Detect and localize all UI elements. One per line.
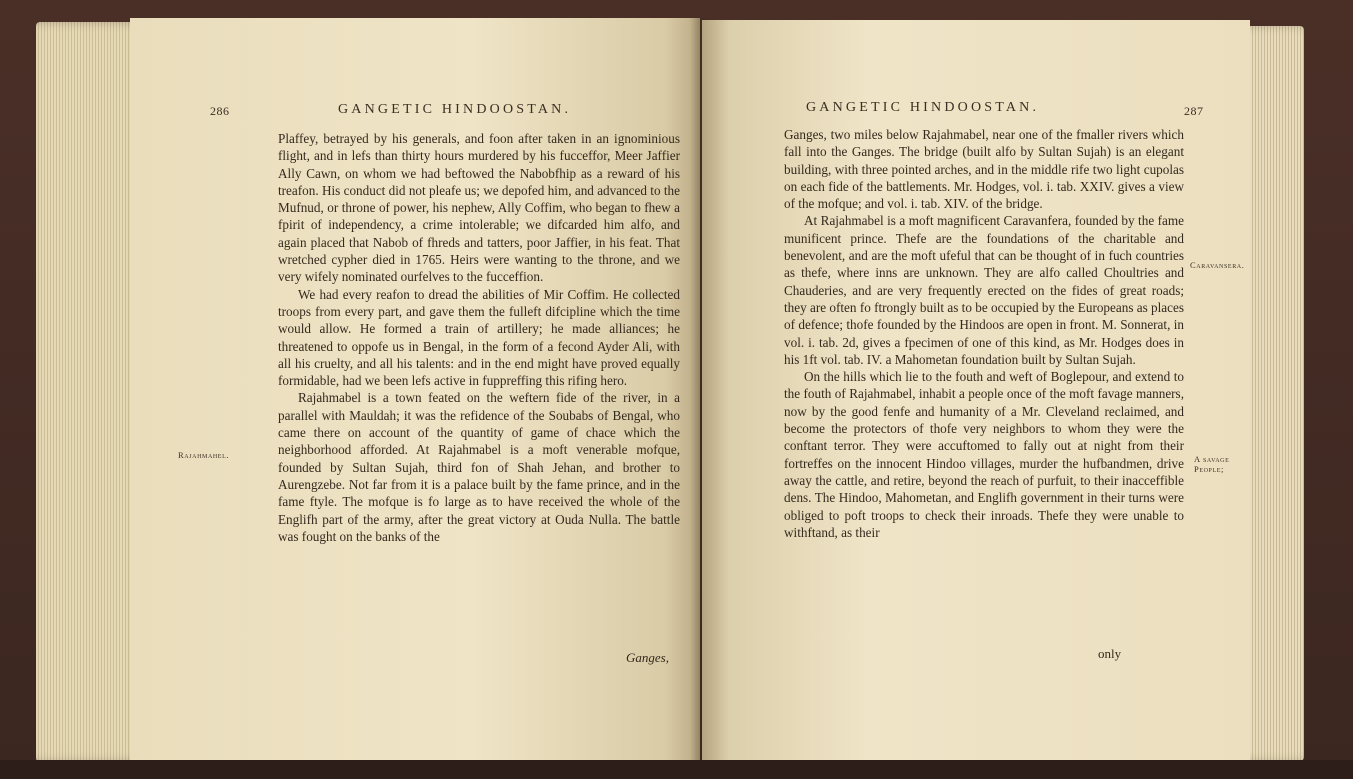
- catchword-right: only: [1098, 646, 1122, 661]
- page-number-left: 286: [210, 104, 230, 118]
- margin-note-caravansera: Caravansera.: [1190, 260, 1245, 270]
- margin-note-a-savage: A savage: [1194, 454, 1230, 464]
- left-text-block: [278, 130, 680, 545]
- left-page: [130, 18, 700, 762]
- page-number-right: 287: [1184, 104, 1204, 118]
- running-title-left: GANGETIC HINDOOSTAN.: [338, 102, 572, 117]
- left-page-edges: [36, 22, 142, 762]
- margin-note-rajahmahel: Rajahmahel.: [178, 450, 230, 460]
- left-paragraph-1: Plaffey, betrayed by his generals, and foon after taken in an ignominious flight, and in lefs than thirty hours murdered by his fucceffor, Meer Jaffier Ally Cawn, on whom we had beftowed the Nabobfhip as a reward of his treafon. His conduct did not pleafe us; we depofed him, and advanced to the Mufnud, or throne of power, his nephew, Ally Coffim, who began to fhew a fpirit of independency, a crime intolerable; we difcarded him alfo, and again placed that Nabob of fhreds and tatters, poor Jaffier, in his feat. That wretched cypher died in 1765. Heirs were wanting to the throne, and we very wifely nominated ourfelves to the fucceffion.: [278, 131, 680, 285]
- left-paragraph-2: We had every reafon to dread the abilities of Mir Coffim. He collected troops from every part, and gave them the fulleft difcipline which the time would allow. He formed a train of artillery; he made alliances; he threatened to oppofe us in Bengal, in the form of a fecond Ayder Ali, with all his cruelty, and all his talents: and in the end might have proved equally formidable, had we been lefs active in fuppreffing this rifing hero.: [278, 286, 680, 389]
- right-paragraph-2: At Rajahmabel is a moft magnificent Caravanfera, founded by the fame munificent prince. Thefe are the foundations of the charitable and benevolent, and are the moft ufeful that can be thought of in fuch countries as thefe, where inns are unknown. They are alfo called Choultries and Chauderies, and are very frequently erected on the fides of great roads; they are often fo ftrongly built as to be occupied by the Europeans as places of defence; thofe founded by the Hindoos are open in front. M. Sonnerat, in vol. i. tab. 2d, gives a fpecimen of one of this kind, as Mr. Hodges does in his 1ft vol. tab. IV. a Mahometan foundation built by Sultan Sujah.: [784, 213, 1184, 367]
- catchword-left: Ganges,: [626, 650, 669, 665]
- bottom-binding: [0, 760, 1353, 779]
- right-text-block: [784, 126, 1184, 541]
- margin-note-people: People;: [1194, 464, 1224, 474]
- right-paragraph-3: On the hills which lie to the fouth and weft of Boglepour, and extend to the fouth of Rajahmabel, inhabit a people once of the moft favage manners, now by the good fenfe and humanity of a Mr. Cleveland reclaimed, and become the protectors of thofe very neighbors to whom they were the conftant terror. They were accuftomed to fally out at night from their fortreffes on the innocent Hindoo villages, murder the hufbandmen, drive away the cattle, and retire, beyond the reach of purfuit, to their inacceffible dens. The Hindoo, Mahometan, and Englifh government in their turns were obliged to poft troops to check their inroads. Thefe they were unable to withftand, as their: [784, 369, 1184, 540]
- right-page: [702, 20, 1250, 762]
- right-paragraph-1: Ganges, two miles below Rajahmabel, near one of the fmaller rivers which fall into the Ganges. The bridge (built alfo by Sultan Sujah) is an elegant building, with three pointed arches, and in the middle rife two light cupolas on each fide of the battlements. Mr. Hodges, vol. i. tab. XXIV. gives a view of the mofque; and vol. i. tab. XIV. of the bridge.: [784, 127, 1184, 212]
- running-title-right: GANGETIC HINDOOSTAN.: [806, 100, 1040, 115]
- left-paragraph-3: Rajahmabel is a town feated on the weftern fide of the river, in a parallel with Mauldah; it was the refidence of the Soubabs of Bengal, who came there on account of the quantity of game of chace which the neighborhood afforded. At Rajahmabel is a moft venerable mofque, founded by Sultan Sujah, third fon of Shah Jehan, and brother to Aurengzebe. Not far from it is a palace built by the fame prince, and in the fame ftyle. The mofque is fo large as to have received the whole of the Englifh part of the army, after the great victory at Ouda Nulla. The battle was fought on the banks of the: [278, 390, 680, 544]
